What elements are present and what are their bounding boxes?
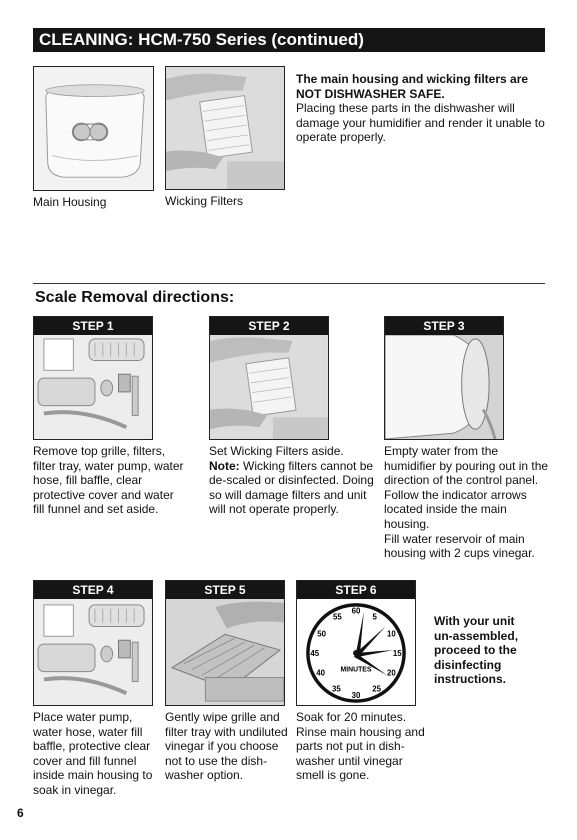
clock-number: 5 [372, 612, 377, 622]
main-housing-caption: Main Housing [33, 195, 107, 209]
clock-number: 30 [351, 691, 361, 701]
step-1-text [33, 444, 193, 517]
step-5-label: STEP 5 [166, 581, 284, 599]
section-heading: Scale Removal directions: [35, 289, 235, 306]
text-line: water hose, water fill [33, 724, 143, 739]
text-line: hose, fill baffle, clear [33, 473, 143, 488]
clock-number: 25 [372, 684, 381, 694]
text-line: humidifier by pouring out in the [384, 458, 549, 473]
text-line: Remove top grille, filters, [33, 444, 166, 458]
note-text: Wicking filters cannot be [239, 458, 374, 473]
text-line: washer until vinegar [296, 753, 403, 768]
step-6-panel [296, 580, 416, 706]
clock-number: 10 [386, 629, 396, 639]
text-line: baffle, protective clear [33, 739, 151, 754]
text-line: soak in vinegar. [33, 782, 117, 797]
text-line: Empty water from the [384, 444, 499, 458]
text-line: Soak for 20 minutes. [296, 710, 407, 724]
text-line: de-scaled or disinfected. Doing [209, 473, 374, 488]
clock-label: MINUTES [340, 666, 372, 674]
body-line: damage your humidifier and render it unable to [296, 115, 545, 130]
clock-number: 45 [310, 648, 320, 658]
wicking-filters-image [165, 66, 285, 190]
step-2-label: STEP 2 [210, 317, 328, 335]
text-line: protective cover and water [33, 487, 174, 502]
text-line: smell is gone. [296, 768, 370, 783]
disinfecting-note [434, 614, 544, 687]
text-line: Rinse main housing and [296, 724, 425, 739]
step-2-text [209, 444, 379, 517]
page-number: 6 [17, 806, 24, 820]
warning-text [296, 72, 546, 145]
text-line: Fill water reservoir of main [384, 531, 525, 546]
text-line: vinegar if you choose [165, 739, 279, 754]
note-line: instructions. [434, 672, 507, 687]
note-line: With your unit [434, 614, 515, 628]
page-title: CLEANING: HCM-750 Series (continued) [33, 28, 545, 52]
main-housing-image [33, 66, 154, 191]
step-4-text [33, 710, 163, 798]
text-line: Gently wipe grille and [165, 710, 280, 724]
wicking-filters-caption: Wicking Filters [165, 194, 244, 208]
text-line: direction of the control panel. [384, 473, 539, 488]
text-line: Place water pump, [33, 710, 133, 724]
step-5-text [165, 710, 295, 783]
clock-number: 55 [332, 612, 342, 622]
text-line: fill funnel and set aside. [33, 502, 159, 517]
clock-image [297, 599, 415, 705]
clock-number: 40 [316, 668, 326, 678]
text-line: inside main housing to [33, 768, 153, 783]
text-line: washer option. [165, 768, 244, 783]
step-1-label: STEP 1 [34, 317, 152, 335]
pouring-water-image [385, 335, 503, 439]
text-line: will not operate properly. [209, 502, 339, 517]
body-line: operate properly. [296, 130, 386, 145]
text-line: Set Wicking Filters aside. [209, 444, 344, 458]
text-line: Follow the indicator arrows [384, 487, 527, 502]
text-line: filter tray, water pump, water [33, 458, 184, 473]
clock-number: 60 [351, 606, 361, 616]
text-line: parts not put in dish- [296, 739, 405, 754]
step-4-panel [33, 580, 153, 706]
step-1-panel [33, 316, 153, 440]
text-line: not to use the dish- [165, 753, 268, 768]
clock-number: 15 [392, 648, 402, 658]
step-4-label: STEP 4 [34, 581, 152, 599]
clock-number: 35 [332, 684, 341, 694]
wiping-grille-image [166, 599, 284, 705]
note-line [209, 459, 379, 474]
clock-number: 50 [317, 629, 327, 639]
note-label: Note: [209, 458, 240, 473]
text-line: located inside the main housing. [384, 502, 507, 531]
warning-line: NOT DISHWASHER SAFE. [296, 86, 445, 101]
step-6-text [296, 710, 426, 783]
text-line: housing with 2 cups vinegar. [384, 546, 535, 561]
clock-number: 20 [386, 668, 396, 678]
warning-line: The main housing and wicking filters are [296, 72, 529, 86]
parts-image [34, 335, 152, 439]
text-line: so will damage filters and unit [209, 487, 367, 502]
body-line: Placing these parts in the dishwasher will [296, 101, 515, 116]
step-3-label: STEP 3 [385, 317, 503, 335]
step-3-text [384, 444, 554, 561]
step-5-panel [165, 580, 285, 706]
text-line: cover and fill funnel [33, 753, 137, 768]
note-line: proceed to the [434, 643, 517, 658]
note-line: un-assembled, [434, 628, 519, 643]
parts-soaking-image [34, 599, 152, 705]
divider [33, 283, 545, 284]
step-2-panel [209, 316, 329, 440]
wicking-filter-hands-image [210, 335, 328, 439]
step-3-panel [384, 316, 504, 440]
step-6-label: STEP 6 [297, 581, 415, 599]
text-line: filter tray with undiluted [165, 724, 288, 739]
note-line: disinfecting [434, 657, 502, 672]
